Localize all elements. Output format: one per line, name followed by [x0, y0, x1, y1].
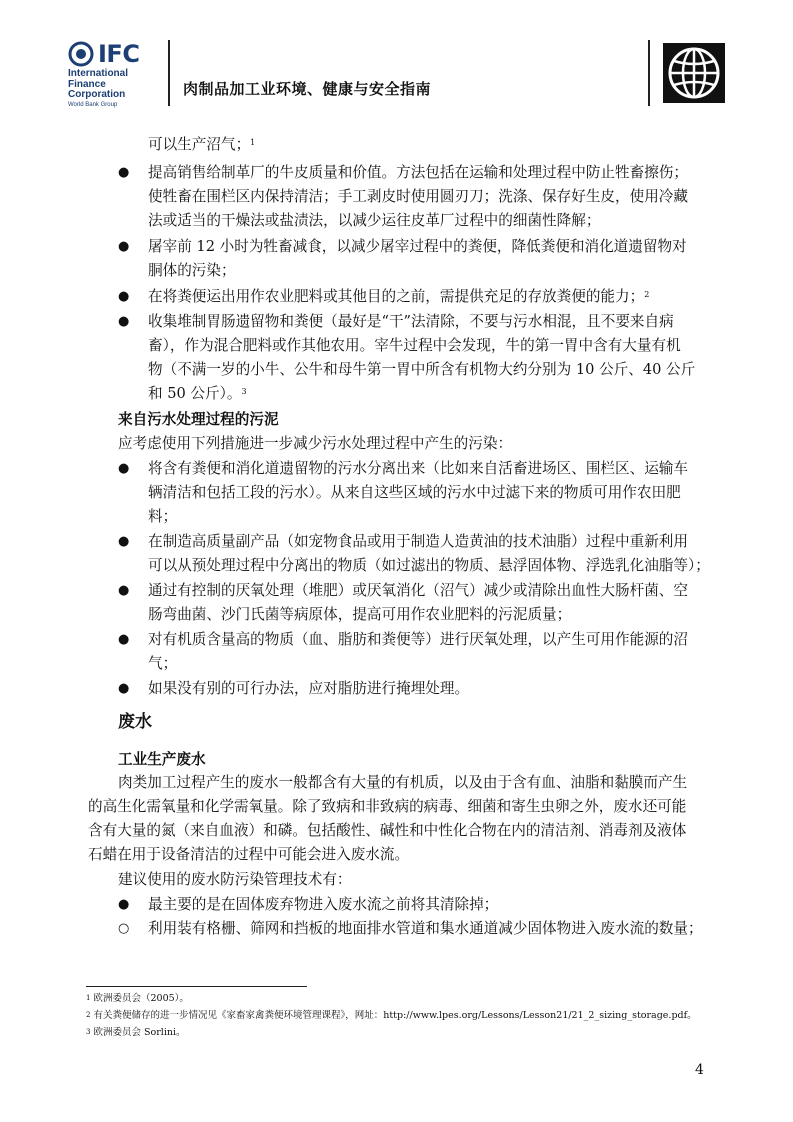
text-line: 辆清洁和包括工段的污水）。从来自这些区域的污水中过滤下来的物质可用作农田肥: [148, 484, 681, 501]
text-line: 对有机质含量高的物质（血、脂肪和粪便等）进行厌氧处理，以产生可用作能源的沼: [148, 631, 688, 648]
bullet-icon: ●: [118, 534, 130, 549]
bullet-icon: ●: [118, 289, 130, 304]
hollow-bullet-icon: ○: [118, 921, 130, 936]
footnote-divider: [86, 986, 307, 987]
text-line: 胴体的污染；: [148, 262, 236, 279]
text-line: 收集堆制胃肠遗留物和粪便（最好是“干”法清除，不要与污水相混，且不要来自病: [148, 313, 674, 330]
text-line: 屠宰前 12 小时为牲畜减食，以减少屠宰过程中的粪便，降低粪便和消化道遗留物对: [148, 238, 687, 255]
bullet-icon: ●: [118, 165, 130, 180]
bullet-icon: ●: [118, 314, 130, 329]
text-line: 最主要的是在固体废弃物进入废水流之前将其清除掉；: [148, 896, 499, 913]
bullet-icon: ●: [118, 583, 130, 598]
text-line: 肉类加工过程产生的废水一般都含有大量的有机质，以及由于含有血、油脂和黏膜而产生: [118, 774, 688, 791]
text-line: 物（不满一岁的小牛、公牛和母牛第一胃中所含有机物大约分别为 10 公斤、40 公斤: [148, 361, 696, 378]
text-line: 气；: [148, 655, 178, 672]
section-heading-sludge: 来自污水处理过程的污泥: [118, 411, 279, 428]
text-line: 法或适当的干燥法或盐渍法，以减少运往皮革厂过程中的细菌性降解；: [148, 212, 601, 229]
text-line: 建议使用的废水防污染管理技术有：: [118, 871, 352, 888]
text-line: 肠弯曲菌、沙门氏菌等病原体，提高可用作农业肥料的污泥质量；: [148, 606, 572, 623]
text-line: 在将粪便运出用作农业肥料或其他目的之前，需提供充足的存放粪便的能力；$^2$: [148, 288, 650, 305]
text-line: 的高生化需氧量和化学需氧量。除了致病和非致病的病毒、细菌和寄生虫卵之外，废水还可能: [88, 798, 687, 815]
text-line: 通过有控制的厌氧处理（堆肥）或厌氧消化（沼气）减少或清除出血性大肠杆菌、空: [148, 582, 688, 599]
text-line: 使牲畜在围栏区内保持清洁；手工剥皮时使用圆刃刀；洗涤、保存好生皮，使用冷藏: [148, 188, 688, 205]
bullet-icon: ●: [118, 632, 130, 647]
text-line: 含有大量的氮（来自血液）和磷。包括酸性、碱性和中性化合物在内的清洁剂、消毒剂及液体: [88, 822, 687, 839]
text-line: 如果没有别的可行办法，应对脂肪进行掩埋处理。: [148, 680, 470, 697]
text-line: 畜），作为混合肥料或作其他农用。宰牛过程中会发现，牛的第一胃中含有大量有机: [148, 337, 681, 354]
text-line: 石蜡在用于设备清洁的过程中可能会进入废水流。: [88, 846, 410, 863]
bullet-icon: ●: [118, 461, 130, 476]
ifc-mark-text: IFC: [98, 40, 140, 68]
text-line: 可以生产沼气；$^1$: [148, 136, 256, 153]
bullet-icon: ●: [118, 897, 130, 912]
footnote: $^2$ 有关粪便储存的进一步情况见《家畜家禽粪便环境管理课程》，网址：http://www.lpes.org/Lessons/Lesson21/21_2_sizing_storage.pdf。: [86, 1010, 697, 1021]
subsection-heading-industrial: 工业生产废水: [118, 751, 206, 768]
header-divider-right: [648, 40, 650, 106]
ifc-globe-icon: [68, 40, 96, 68]
section-heading-wastewater: 废水: [118, 712, 152, 732]
bullet-icon: ●: [118, 681, 130, 696]
ifc-name: International Finance Corporation: [68, 68, 129, 100]
text-line: 和 50 公斤）。$^3$: [148, 385, 247, 402]
bullet-icon: ●: [118, 239, 130, 254]
text-line: 利用装有格栅、筛网和挡板的地面排水管道和集水通道减少固体物进入废水流的数量；: [148, 920, 703, 937]
text-line: 应考虑使用下列措施进一步减少污水处理过程中产生的污染：: [118, 435, 513, 452]
page-number: 4: [695, 1062, 704, 1078]
ifc-subtitle: World Bank Group: [68, 102, 118, 108]
text-line: 在制造高质量副产品（如宠物食品或用于制造人造黄油的技术油脂）过程中重新利用: [148, 533, 688, 550]
document-title: 肉制品加工业环境、健康与安全指南: [183, 80, 432, 98]
footnote: $^3$ 欧洲委员会 Sorlini。: [86, 1027, 186, 1038]
text-line: 可以从预处理过程中分离出的物质（如过滤出的物质、悬浮固体物、浮选乳化油脂等）；: [148, 557, 710, 574]
footnote: $^1$ 欧洲委员会（2005）。: [86, 993, 189, 1004]
text-line: 料；: [148, 508, 178, 525]
text-line: 提高销售给制革厂的牛皮质量和价值。方法包括在运输和处理过程中防止牲畜擦伤；: [148, 164, 688, 181]
header-divider-left: [168, 40, 170, 106]
ifc-logo: [68, 40, 160, 106]
text-line: 将含有粪便和消化道遗留物的污水分离出来（比如来自活畜进场区、围栏区、运输车: [148, 460, 688, 477]
world-bank-globe-icon: [663, 43, 725, 103]
